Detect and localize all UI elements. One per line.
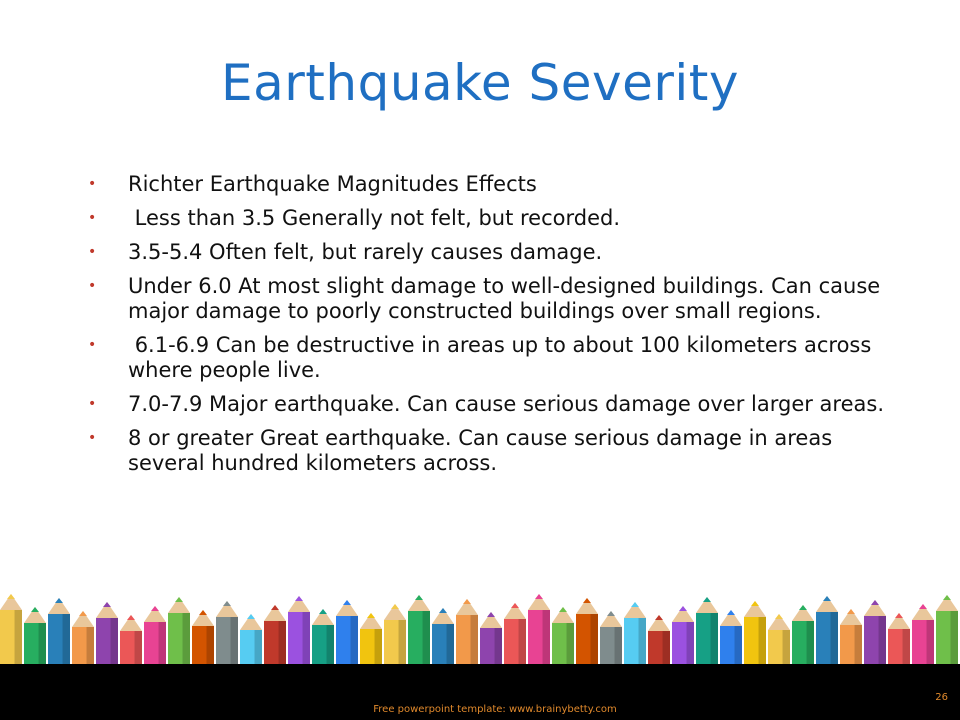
bullet-item: [88, 426, 908, 476]
footer-bar: [0, 664, 960, 720]
pencil-shape: [312, 609, 334, 670]
pencil-shape: [240, 614, 262, 670]
pencil-shape: [792, 605, 814, 670]
pencil-shape: [840, 609, 862, 670]
pencil-shape: [600, 611, 622, 670]
pencil-shape: [264, 605, 286, 670]
pencil-shape: [888, 613, 910, 670]
pencil-shape: [168, 597, 190, 670]
pencil-shape: [504, 603, 526, 670]
pencil-shape: [648, 615, 670, 670]
pencil-shape: [624, 602, 646, 670]
pencil-shape: [144, 606, 166, 670]
pencil-shape: [216, 601, 238, 670]
pencil-shape: [72, 611, 94, 670]
slide-title: Earthquake Severity: [221, 54, 739, 112]
bullet-text: Richter Earthquake Magnitudes Effects: [128, 172, 537, 196]
pencil-shape: [864, 600, 886, 670]
pencil-shape: [816, 596, 838, 670]
pencil-shape: [48, 598, 70, 670]
pencil-shape: [768, 614, 790, 670]
pencil-shape: [528, 594, 550, 670]
bullet-text: 8 or greater Great earthquake. Can cause serious damage in areas several hundred kilometers across.: [128, 426, 833, 475]
pencil-shape: [336, 600, 358, 670]
slide-number: 26: [935, 692, 948, 703]
pencil-shape: [120, 615, 142, 670]
pencil-shape: [432, 608, 454, 670]
pencil-shape: [408, 595, 430, 670]
bullet-text: 7.0-7.9 Major earthquake. Can cause serious damage over larger areas.: [128, 392, 884, 416]
bullet-item: [88, 206, 908, 231]
bullet-item: [88, 392, 908, 417]
pencil-shape: [672, 606, 694, 670]
bullet-icon: •: [88, 278, 97, 294]
pencil-shape: [384, 604, 406, 670]
footer-credit: Free powerpoint template: www.brainybetty.com: [373, 704, 617, 715]
pencil-shape: [480, 612, 502, 670]
bullet-item: [88, 333, 908, 383]
bullet-text: Under 6.0 At most slight damage to well-designed buildings. Can cause major damage to poorly constructed buildings over small regions.: [128, 274, 881, 323]
bullet-text: 6.1-6.9 Can be destructive in areas up to about 100 kilometers across where people live.: [128, 333, 879, 382]
bullet-icon: •: [88, 210, 97, 226]
pencil-shape: [0, 594, 22, 670]
pencil-shape: [288, 596, 310, 670]
bullet-list: [88, 172, 908, 485]
bullet-text: 3.5-5.4 Often felt, but rarely causes damage.: [128, 240, 603, 264]
bullet-item: [88, 274, 908, 324]
bullet-icon: •: [88, 396, 97, 412]
pencil-shape: [552, 607, 574, 670]
pencil-shape: [936, 595, 958, 670]
pencil-shape: [360, 613, 382, 670]
pencil-shape: [720, 610, 742, 670]
colored-pencils-image: [0, 580, 960, 670]
bullet-text: Less than 3.5 Generally not felt, but recorded.: [128, 206, 621, 230]
pencil-shape: [744, 601, 766, 670]
bullet-item: [88, 240, 908, 265]
pencil-shape: [912, 604, 934, 670]
bullet-icon: •: [88, 337, 97, 353]
pencil-shape: [576, 598, 598, 670]
pencil-shape: [24, 607, 46, 670]
pencil-shape: [456, 599, 478, 670]
pencil-shape: [96, 602, 118, 670]
bullet-icon: •: [88, 176, 97, 192]
bullet-item: [88, 172, 908, 197]
bullet-icon: •: [88, 244, 97, 260]
pencil-shape: [192, 610, 214, 670]
bullet-icon: •: [88, 430, 97, 446]
pencil-shape: [696, 597, 718, 670]
